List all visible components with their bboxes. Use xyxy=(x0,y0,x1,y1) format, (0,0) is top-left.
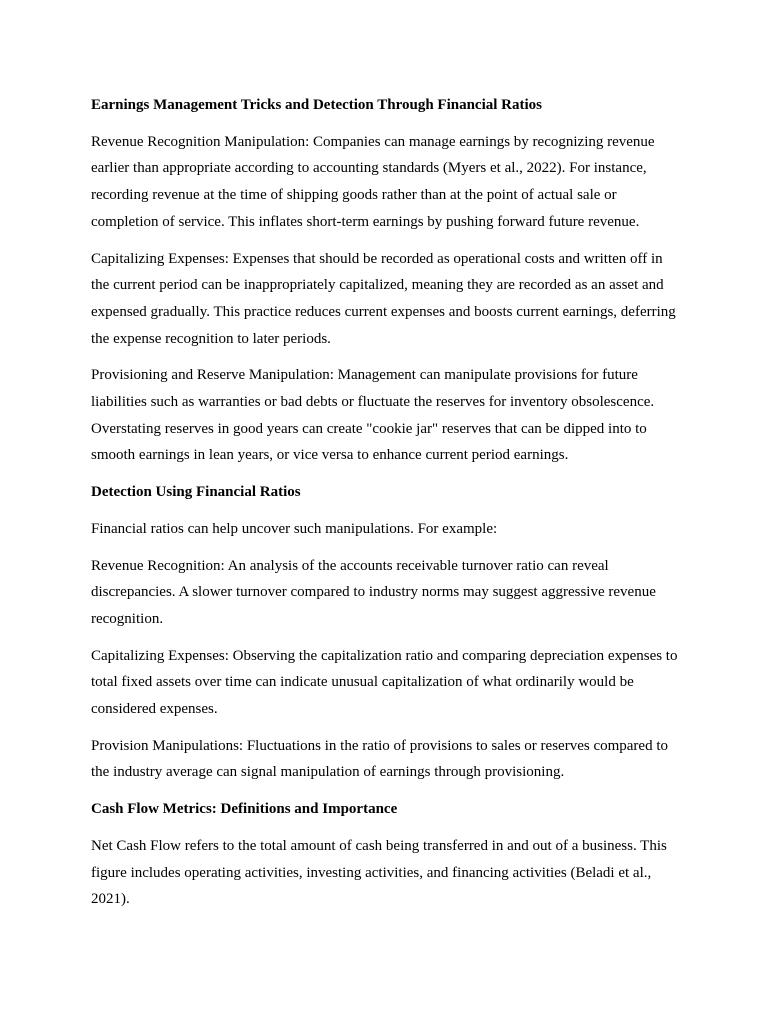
paragraph-net-cash-flow: Net Cash Flow refers to the total amount of cash being transferred in and out of a business. This figure includes operating activities, investing activities, and financing activities (Beladi et al., 2021). xyxy=(91,837,667,908)
paragraph-revenue-recognition-manipulation: Revenue Recognition Manipulation: Companies can manage earnings by recognizing revenue earlier than appropriate according to accounting standards (Myers et al., 2022). For instance, recording revenue at the time of shipping goods rather than at the point of actual sale or completion of service. This inflates short-term earnings by pushing forward future revenue. xyxy=(91,133,655,230)
paragraph-detect-capitalizing-expenses: Capitalizing Expenses: Observing the capitalization ratio and comparing depreciation expenses to total fixed assets over time can indicate unusual capitalization of what ordinarily would be considered expenses. xyxy=(91,647,678,718)
section-heading-detection-ratios: Detection Using Financial Ratios xyxy=(91,484,301,501)
section-heading-earnings-management: Earnings Management Tricks and Detection Through Financial Ratios xyxy=(91,97,543,113)
paragraph-detect-provision-manipulations: Provision Manipulations: Fluctuations in the ratio of provisions to sales or reserves compared to the industry average can signal manipulation of earnings through provisioning. xyxy=(91,737,668,781)
paragraph-provisioning-reserve-manipulation: Provisioning and Reserve Manipulation: Management can manipulate provisions for future liabilities such as warranties or bad debts or fluctuate the reserves for inventory obsolescence. Overstating reserves in good years can create "cookie jar" reserves that can be dipped into to smooth earnings in lean years, or vice versa to enhance current period earnings. xyxy=(91,367,655,464)
paragraph-capitalizing-expenses: Capitalizing Expenses: Expenses that should be recorded as operational costs and written off in the current period can be inappropriately capitalized, meaning they are recorded as an asset and expensed gradually. This practice reduces current expenses and boosts current earnings, deferring the expense recognition to later periods. xyxy=(91,250,676,347)
paragraph-detect-revenue-recognition: Revenue Recognition: An analysis of the accounts receivable turnover ratio can reveal discrepancies. A slower turnover compared to industry norms may suggest aggressive revenue recognition. xyxy=(91,557,656,627)
section-heading-cash-flow-metrics: Cash Flow Metrics: Definitions and Importance xyxy=(91,801,398,818)
document-page xyxy=(91,92,683,923)
paragraph-ratios-intro: Financial ratios can help uncover such manipulations. For example: xyxy=(91,520,498,537)
